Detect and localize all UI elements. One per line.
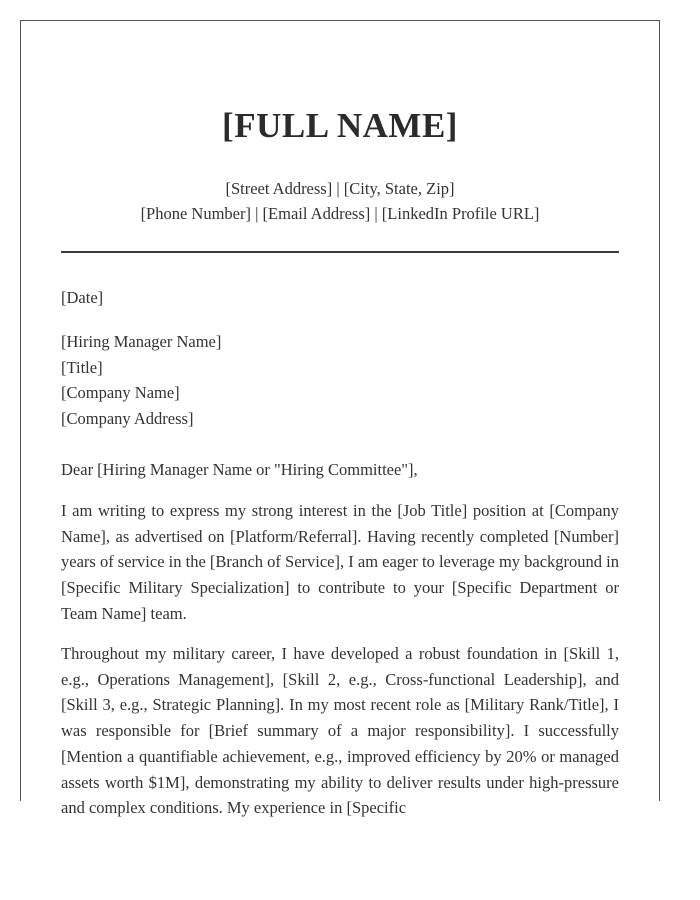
- contact-address-line: [Street Address] | [City, State, Zip]: [225, 179, 455, 198]
- recipient-title: [Title]: [61, 357, 103, 377]
- contact-phone-email-line: [Phone Number] | [Email Address] | [LinkedIn Profile URL]: [140, 204, 540, 223]
- recipient-block: [61, 329, 221, 432]
- salutation: Dear [Hiring Manager Name or "Hiring Committee"],: [61, 460, 418, 479]
- body-paragraph-1: I am writing to express my strong interest in the [Job Title] position at [Company Name], as advertised on [Platform/Referral]. Having recently completed [Number] years of service in the [Branch of Service], I am eager to leverage my background in [Specific Military Specialization] to contribute to your [Specific Department or Team Name] team.: [61, 501, 620, 623]
- recipient-address: [Company Address]: [61, 409, 194, 429]
- body-paragraph-2: Throughout my military career, I have developed a robust foundation in [Skill 1, e.g., Operations Management], [Skill 2, e.g., Cross-functional Leadership], and [Skill 3, e.g., Strategic Planning]. In my most recent role as [Military Rank/Title], I was responsible for [Brief summary of a major responsibility]. I successfully [Mention a quantifiable achievement, e.g., improved efficiency by 20% or managed assets worth $1M], demonstrating my ability to deliver results under high-pressure and complex conditions. My experience in [Specific: [61, 644, 619, 818]
- full-name-heading: [FULL NAME]: [222, 106, 458, 145]
- contact-block: [61, 176, 619, 226]
- header-divider: [61, 251, 619, 253]
- recipient-company: [Company Name]: [61, 383, 180, 403]
- recipient-name: [Hiring Manager Name]: [61, 332, 222, 351]
- letter-page: [20, 20, 660, 818]
- letter-date: [Date]: [61, 288, 104, 307]
